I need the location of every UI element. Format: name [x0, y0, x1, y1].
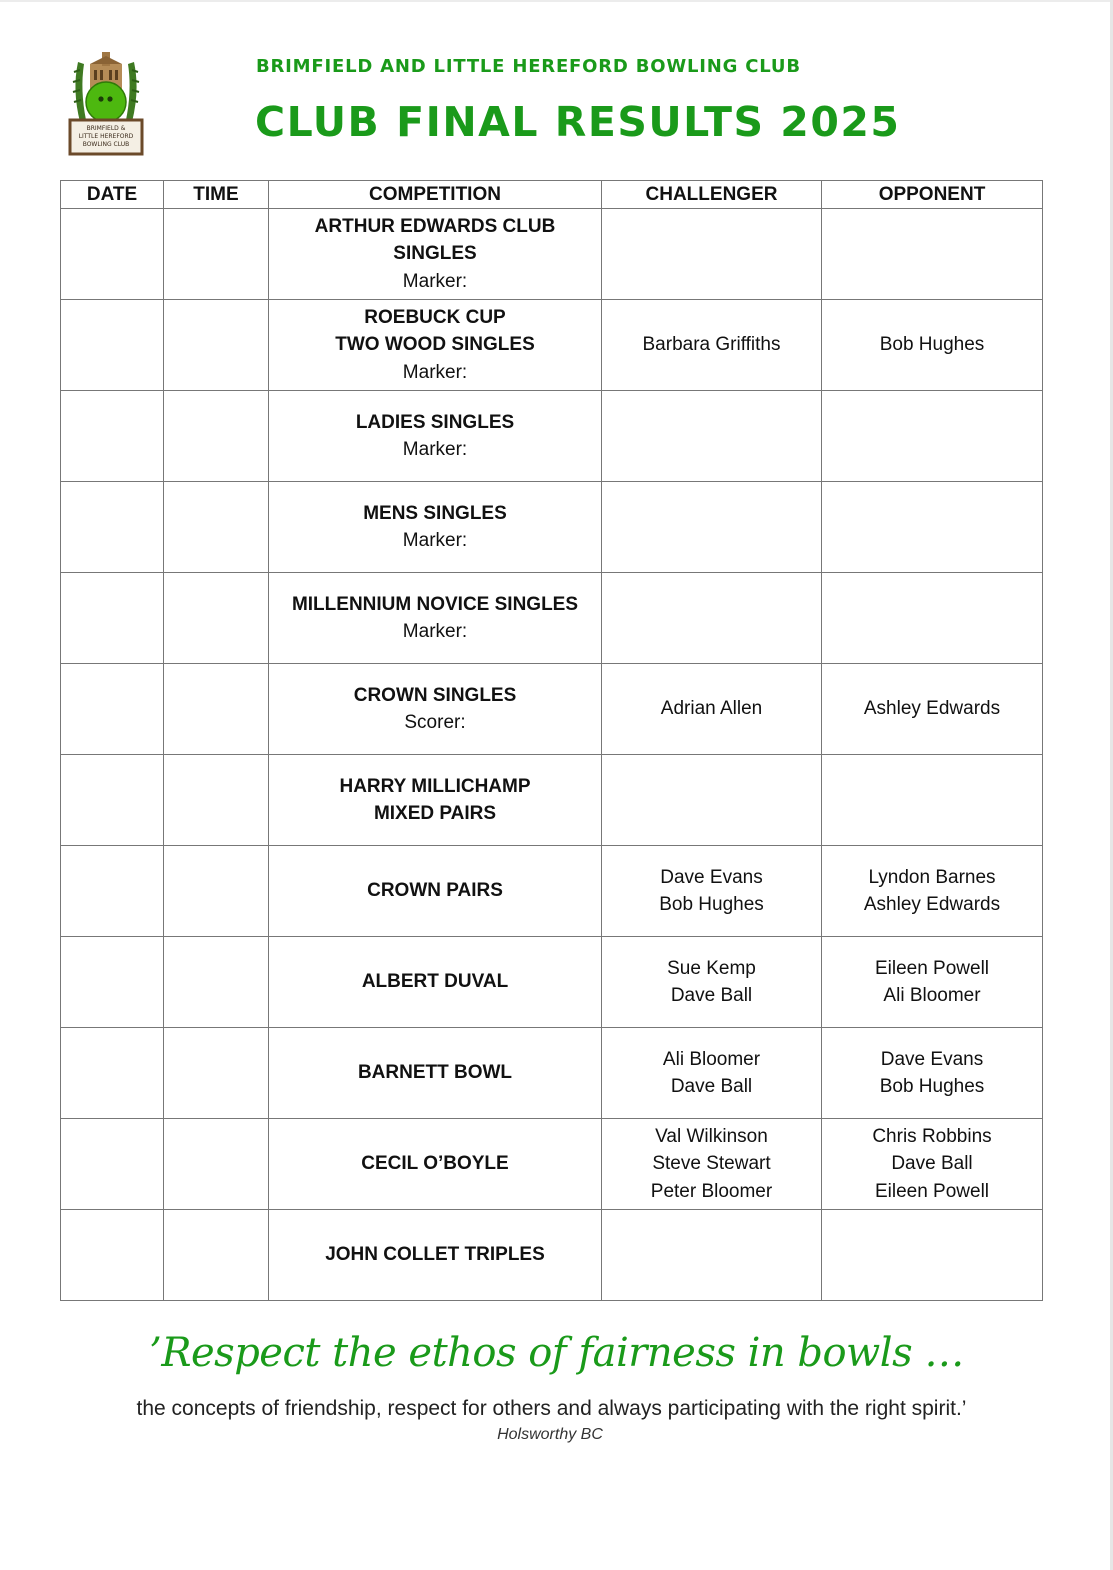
- competition-name: CROWN SINGLES: [353, 684, 517, 706]
- results-body: [61, 209, 1043, 1301]
- time-cell: [164, 573, 269, 664]
- time-cell: [164, 755, 269, 846]
- date-cell: [61, 937, 164, 1028]
- challenger-cell-text: Adrian Allen: [660, 698, 763, 720]
- competition-role: Marker:: [402, 530, 468, 551]
- time-cell: [164, 1119, 269, 1210]
- date-cell: [61, 846, 164, 937]
- competition-name: JOHN COLLET TRIPLES: [325, 1244, 545, 1266]
- page-top-edge: [0, 0, 1113, 2]
- opponent-cell-text: Bob Hughes: [879, 334, 985, 356]
- table-row: [61, 482, 1043, 573]
- date-cell: [61, 1210, 164, 1301]
- competition-role: Marker:: [402, 621, 468, 642]
- competition-cell: [269, 1028, 602, 1119]
- date-cell: [61, 1119, 164, 1210]
- opponent-cell: [822, 1210, 1043, 1301]
- opponent-cell-text: Lyndon Barnes Ashley Edwards: [863, 866, 1001, 915]
- competition-cell: [269, 573, 602, 664]
- challenger-cell: [602, 937, 822, 1028]
- opponent-cell-text: Chris Robbins Dave Ball Eileen Powell: [872, 1125, 992, 1202]
- competition-cell: [269, 391, 602, 482]
- date-cell: [61, 300, 164, 391]
- date-cell: [61, 209, 164, 300]
- competition-cell: [269, 1210, 602, 1301]
- date-cell: [61, 1028, 164, 1119]
- page-title: CLUB FINAL RESULTS 2025: [255, 98, 901, 146]
- table-row: [61, 846, 1043, 937]
- time-cell: [164, 1028, 269, 1119]
- competition-name: BARNETT BOWL: [357, 1062, 513, 1084]
- table-row: [61, 755, 1043, 846]
- opponent-cell-text: Eileen Powell Ali Bloomer: [874, 957, 990, 1006]
- competition-name: HARRY MILLICHAMP MIXED PAIRS: [339, 775, 531, 824]
- challenger-cell: [602, 482, 822, 573]
- opponent-cell: [822, 664, 1043, 755]
- club-logo: [68, 50, 144, 156]
- competition-cell: [269, 1119, 602, 1210]
- opponent-cell: [822, 300, 1043, 391]
- competition-cell: [269, 209, 602, 300]
- competition-cell: [269, 755, 602, 846]
- opponent-cell: [822, 846, 1043, 937]
- challenger-cell: [602, 846, 822, 937]
- competition-role: Marker:: [402, 361, 468, 383]
- competition-name: CROWN PAIRS: [367, 880, 503, 902]
- table-row: [61, 209, 1043, 300]
- competition-cell: [269, 482, 602, 573]
- challenger-cell: [602, 300, 822, 391]
- time-cell: [164, 482, 269, 573]
- competition-role: Scorer:: [404, 712, 466, 733]
- challenger-cell-text: Ali Bloomer Dave Ball: [662, 1048, 761, 1097]
- competition-name: MENS SINGLES: [363, 502, 507, 524]
- challenger-cell-text: Val Wilkinson Steve Stewart Peter Bloomer: [650, 1125, 773, 1202]
- header-time: TIME: [164, 181, 269, 209]
- opponent-cell: [822, 391, 1043, 482]
- competition-cell: [269, 846, 602, 937]
- quote-body: the concepts of friendship, respect for others and always participating with the right spirit.’: [136, 1397, 967, 1420]
- table-row: [61, 300, 1043, 391]
- time-cell: [164, 209, 269, 300]
- time-cell: [164, 391, 269, 482]
- competition-role: Marker:: [402, 439, 468, 460]
- challenger-cell: [602, 1028, 822, 1119]
- logo-text-line-1: BRIMFIELD &: [86, 125, 126, 132]
- competition-name: CECIL O’BOYLE: [361, 1153, 509, 1175]
- challenger-cell: [602, 573, 822, 664]
- table-row: [61, 664, 1043, 755]
- competition-name: ALBERT DUVAL: [361, 971, 509, 993]
- opponent-cell: [822, 1119, 1043, 1210]
- header-opponent: OPPONENT: [822, 181, 1043, 209]
- table-row: [61, 1028, 1043, 1119]
- time-cell: [164, 1210, 269, 1301]
- table-row: [61, 1210, 1043, 1301]
- challenger-cell: [602, 209, 822, 300]
- table-header-row: [61, 181, 1043, 209]
- challenger-cell: [602, 391, 822, 482]
- header-competition: COMPETITION: [269, 181, 602, 209]
- time-cell: [164, 300, 269, 391]
- time-cell: [164, 846, 269, 937]
- competition-name: ROEBUCK CUP TWO WOOD SINGLES: [335, 306, 535, 356]
- time-cell: [164, 664, 269, 755]
- challenger-cell-text: Barbara Griffiths: [642, 334, 781, 356]
- competition-role: Marker:: [402, 270, 468, 292]
- date-cell: [61, 573, 164, 664]
- quote-source: Holsworthy BC: [497, 1426, 603, 1443]
- competition-name: LADIES SINGLES: [355, 411, 515, 433]
- opponent-cell: [822, 482, 1043, 573]
- date-cell: [61, 391, 164, 482]
- opponent-cell: [822, 573, 1043, 664]
- challenger-cell-text: Dave Evans Bob Hughes: [659, 866, 764, 915]
- opponent-cell: [822, 937, 1043, 1028]
- date-cell: [61, 482, 164, 573]
- table-row: [61, 937, 1043, 1028]
- opponent-cell: [822, 755, 1043, 846]
- header-challenger: CHALLENGER: [602, 181, 822, 209]
- time-cell: [164, 937, 269, 1028]
- opponent-cell-text: Ashley Edwards: [863, 698, 1001, 720]
- competition-cell: [269, 664, 602, 755]
- date-cell: [61, 755, 164, 846]
- opponent-cell-text: Dave Evans Bob Hughes: [879, 1048, 985, 1097]
- table-row: [61, 573, 1043, 664]
- table-row: [61, 1119, 1043, 1210]
- opponent-cell: [822, 209, 1043, 300]
- quote-headline: ’Respect the ethos of fairness in bowls …: [149, 1330, 964, 1376]
- competition-cell: [269, 300, 602, 391]
- competition-cell: [269, 937, 602, 1028]
- table-row: [61, 391, 1043, 482]
- results-table: [60, 180, 1043, 1301]
- challenger-cell: [602, 664, 822, 755]
- logo-text-line-2: LITTLE HEREFORD: [78, 133, 134, 140]
- challenger-cell: [602, 755, 822, 846]
- club-name: BRIMFIELD AND LITTLE HEREFORD BOWLING CLUB: [256, 56, 801, 77]
- challenger-cell: [602, 1210, 822, 1301]
- challenger-cell-text: Sue Kemp Dave Ball: [667, 957, 756, 1006]
- challenger-cell: [602, 1119, 822, 1210]
- date-cell: [61, 664, 164, 755]
- header-date: DATE: [61, 181, 164, 209]
- competition-name: MILLENNIUM NOVICE SINGLES: [291, 593, 579, 615]
- logo-text-line-3: BOWLING CLUB: [82, 141, 130, 148]
- opponent-cell: [822, 1028, 1043, 1119]
- competition-name: ARTHUR EDWARDS CLUB SINGLES: [314, 215, 556, 265]
